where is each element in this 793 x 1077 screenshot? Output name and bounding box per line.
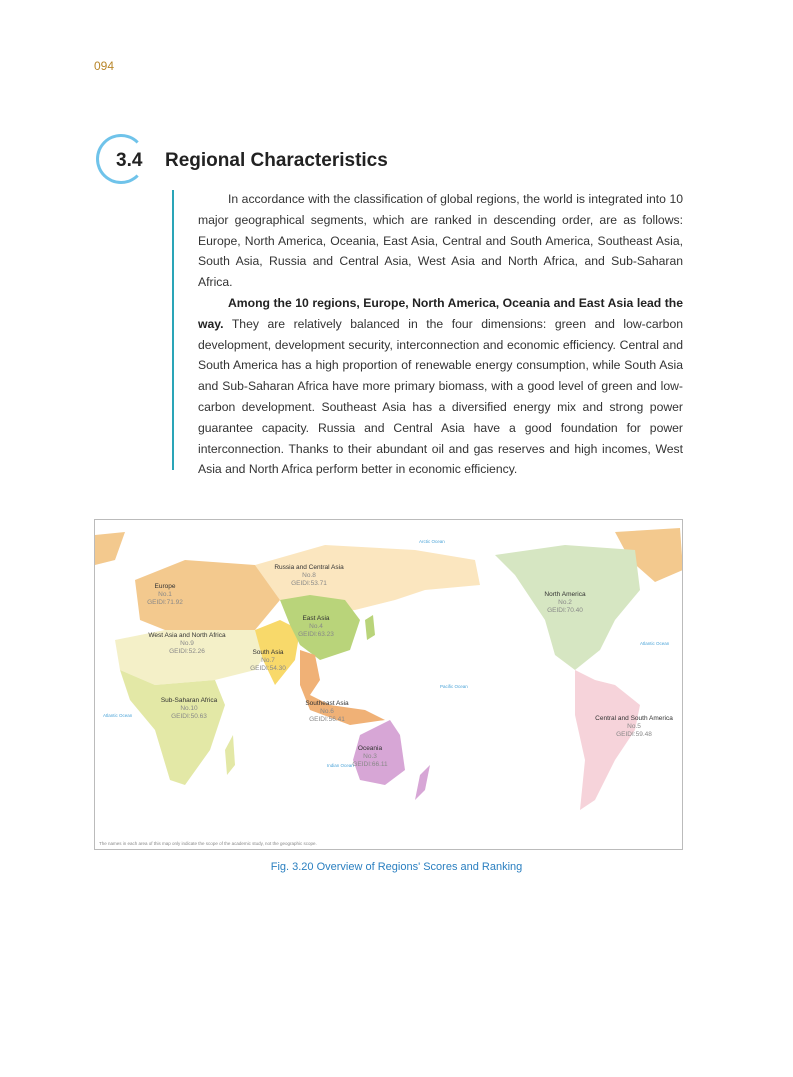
label-west-asia-north-africa: West Asia and North Africa No.9 GEIDI:52.26	[148, 632, 226, 655]
world-map	[94, 519, 683, 850]
section-number: 3.4	[116, 150, 143, 171]
label-pacific-ocean: Pacific Ocean	[440, 684, 468, 689]
label-russia-central-asia: Russia and Central Asia No.8 GEIDI:53.71	[274, 564, 344, 587]
section-title: Regional Characteristics	[165, 150, 388, 171]
label-atlantic-ocean-west: Atlantic Ocean	[640, 641, 670, 646]
label-sub-saharan-africa: Sub-Saharan Africa No.10 GEIDI:50.63	[160, 697, 218, 720]
map-shapes	[95, 520, 683, 850]
paragraph-1: In accordance with the classification of global regions, the world is integrated into 10 major geographical segments, which are ranked in descending order, are as follows: Europe, North America, Oceania, East Asia, Central and South America, Southeast Asia, South Asia, Russia and Central Asia, West Asia and North Africa, and Sub-Saharan Africa.	[198, 192, 683, 290]
figure-caption: Fig. 3.20 Overview of Regions' Scores and Ranking	[270, 861, 523, 873]
label-arctic-ocean: Arctic Ocean	[419, 539, 445, 544]
region-sub-saharan-africa	[120, 670, 225, 785]
region-central-south-america	[575, 670, 640, 810]
label-southeast-asia: Southeast Asia No.6 GEIDI:56.41	[305, 700, 349, 723]
label-europe: Europe No.1 GEIDI:71.92	[147, 583, 183, 606]
map-note: The names in each area of this map only indicate the scope of the academic study, not the geographic scope.	[99, 841, 317, 846]
label-north-america: North America No.2 GEIDI:70.40	[544, 591, 586, 614]
label-oceania: Oceania No.3 GEIDI:66.11	[352, 745, 388, 768]
label-central-south-america: Central and South America No.5 GEIDI:59.48	[595, 715, 673, 738]
body-text	[198, 189, 683, 480]
label-south-asia: South Asia No.7 GEIDI:54.30	[250, 649, 286, 672]
side-rule	[172, 190, 174, 470]
paragraph-2: Among the 10 regions, Europe, North America, Oceania and East Asia lead the way. They are relatively balanced in the four dimensions: green and low-carbon development, development security, interconnection and economic efficiency. Central and South America has a high proportion of renewable energy consumption, while South Asia and Sub-Saharan Africa have more primary biomass, with a good level of green and low-carbon development. Southeast Asia has a diversified energy mix and strong power guarantee capacity. Russia and Central Asia have a good foundation for power interconnection. Thanks to their abundant oil and gas reserves and high incomes, West Asia and North Africa perform better in economic efficiency.	[198, 295, 683, 477]
label-east-asia: East Asia No.4 GEIDI:63.23	[298, 615, 334, 638]
label-atlantic-ocean-east: Atlantic Ocean	[103, 713, 133, 718]
page-number: 094	[94, 59, 115, 73]
label-indian-ocean: Indian Ocean	[327, 763, 354, 768]
